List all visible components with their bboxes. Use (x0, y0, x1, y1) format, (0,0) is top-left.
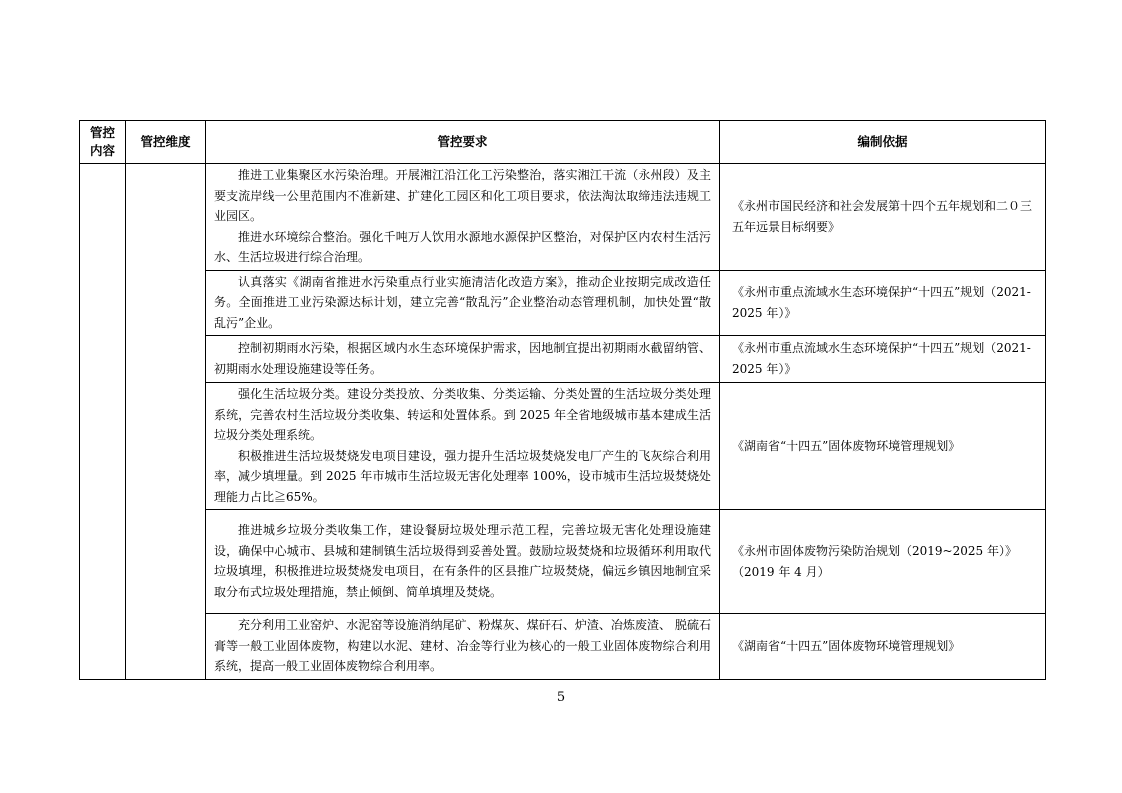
header-basis: 编制依据 (720, 121, 1046, 164)
requirement-cell (206, 336, 720, 383)
basis-cell: 《湖南省“十四五”固体废物环境管理规划》 (720, 614, 1046, 680)
table-row (80, 614, 1046, 680)
requirement-paragraph: 积极推进生活垃圾焚烧发电项目建设，强力提升生活垃圾焚烧发电厂产生的飞灰综合利用率，减少填埋量。到 2025 年市城市生活垃圾无害化处理率 100%，设市城市生活垃圾焚烧处理能力占比≧65%。 (214, 448, 711, 504)
regulation-table (79, 120, 1046, 680)
content-cell (80, 164, 126, 680)
requirement-cell (206, 164, 720, 271)
requirement-cell (206, 614, 720, 680)
basis-cell: 《永州市固体废物污染防治规划（2019~2025 年）》（2019 年 4 月） (720, 510, 1046, 614)
header-requirement: 管控要求 (206, 121, 720, 164)
requirement-paragraph: 推进城乡垃圾分类收集工作，建设餐厨垃圾处理示范工程，完善垃圾无害化处理设施建设，确保中心城市、县城和建制镇生活垃圾得到妥善处置。鼓励垃圾焚烧和垃圾循环利用取代垃圾填埋，积极推进垃圾焚烧发电项目，在有条件的区县推广垃圾焚烧，偏远乡镇因地制宜采取分布式垃圾处理措施，禁止倾倒、简单填埋及焚烧。 (214, 523, 711, 599)
regulation-table-container (79, 120, 1045, 680)
requirement-cell (206, 510, 720, 614)
requirement-paragraph: 强化生活垃圾分类。建设分类投放、分类收集、分类运输、分类处置的生活垃圾分类处理系统，完善农村生活垃圾分类收集、转运和处置体系。到 2025 年全省地级城市基本建成生活垃圾分类处理系统。 (214, 387, 711, 442)
header-content: 管控 内容 (80, 121, 126, 164)
table-row (80, 164, 1046, 271)
basis-cell: 《永州市国民经济和社会发展第十四个五年规划和二０三五年远景目标纲要》 (720, 164, 1046, 271)
requirement-cell (206, 270, 720, 336)
requirement-paragraph: 推进水环境综合整治。强化千吨万人饮用水源地水源保护区整治，对保护区内农村生活污水、生活垃圾进行综合治理。 (214, 229, 711, 264)
basis-cell: 《湖南省“十四五”固体废物环境管理规划》 (720, 383, 1046, 510)
requirement-paragraph: 推进工业集聚区水污染治理。开展湘江沿江化工污染整治，落实湘江干流（永州段）及主要支流岸线一公里范围内不准新建、扩建化工园区和化工项目要求，依法淘汰取缔违法违规工业园区。 (214, 168, 711, 223)
requirement-paragraph: 控制初期雨水污染，根据区域内水生态环境保护需求，因地制宜提出初期雨水截留纳管、初期雨水处理设施建设等任务。 (214, 341, 711, 376)
table-row (80, 510, 1046, 614)
dimension-cell (126, 164, 206, 680)
requirement-paragraph: 充分利用工业窑炉、水泥窑等设施消纳尾矿、粉煤灰、煤矸石、炉渣、冶炼废渣、 脱硫石膏等一般工业固体废物，构建以水泥、建材、冶金等行业为核心的一般工业固体废物综合利用系统，提高一般工业固体废物综合利用率。 (214, 618, 711, 673)
header-dimension: 管控维度 (126, 121, 206, 164)
table-row (80, 270, 1046, 336)
basis-cell: 《永州市重点流域水生态环境保护“十四五”规划（2021-2025 年）》 (720, 270, 1046, 336)
table-header-row (80, 121, 1046, 164)
table-row (80, 336, 1046, 383)
requirement-cell (206, 383, 720, 510)
page-number: 5 (556, 690, 566, 705)
requirement-paragraph: 认真落实《湖南省推进水污染重点行业实施清洁化改造方案》，推动企业按期完成改造任务。全面推进工业污染源达标计划，建立完善“散乱污”企业整治动态管理机制，加快处置“散乱污”企业。 (214, 274, 711, 330)
basis-cell: 《永州市重点流域水生态环境保护“十四五”规划（2021-2025 年）》 (720, 336, 1046, 383)
table-row (80, 383, 1046, 510)
